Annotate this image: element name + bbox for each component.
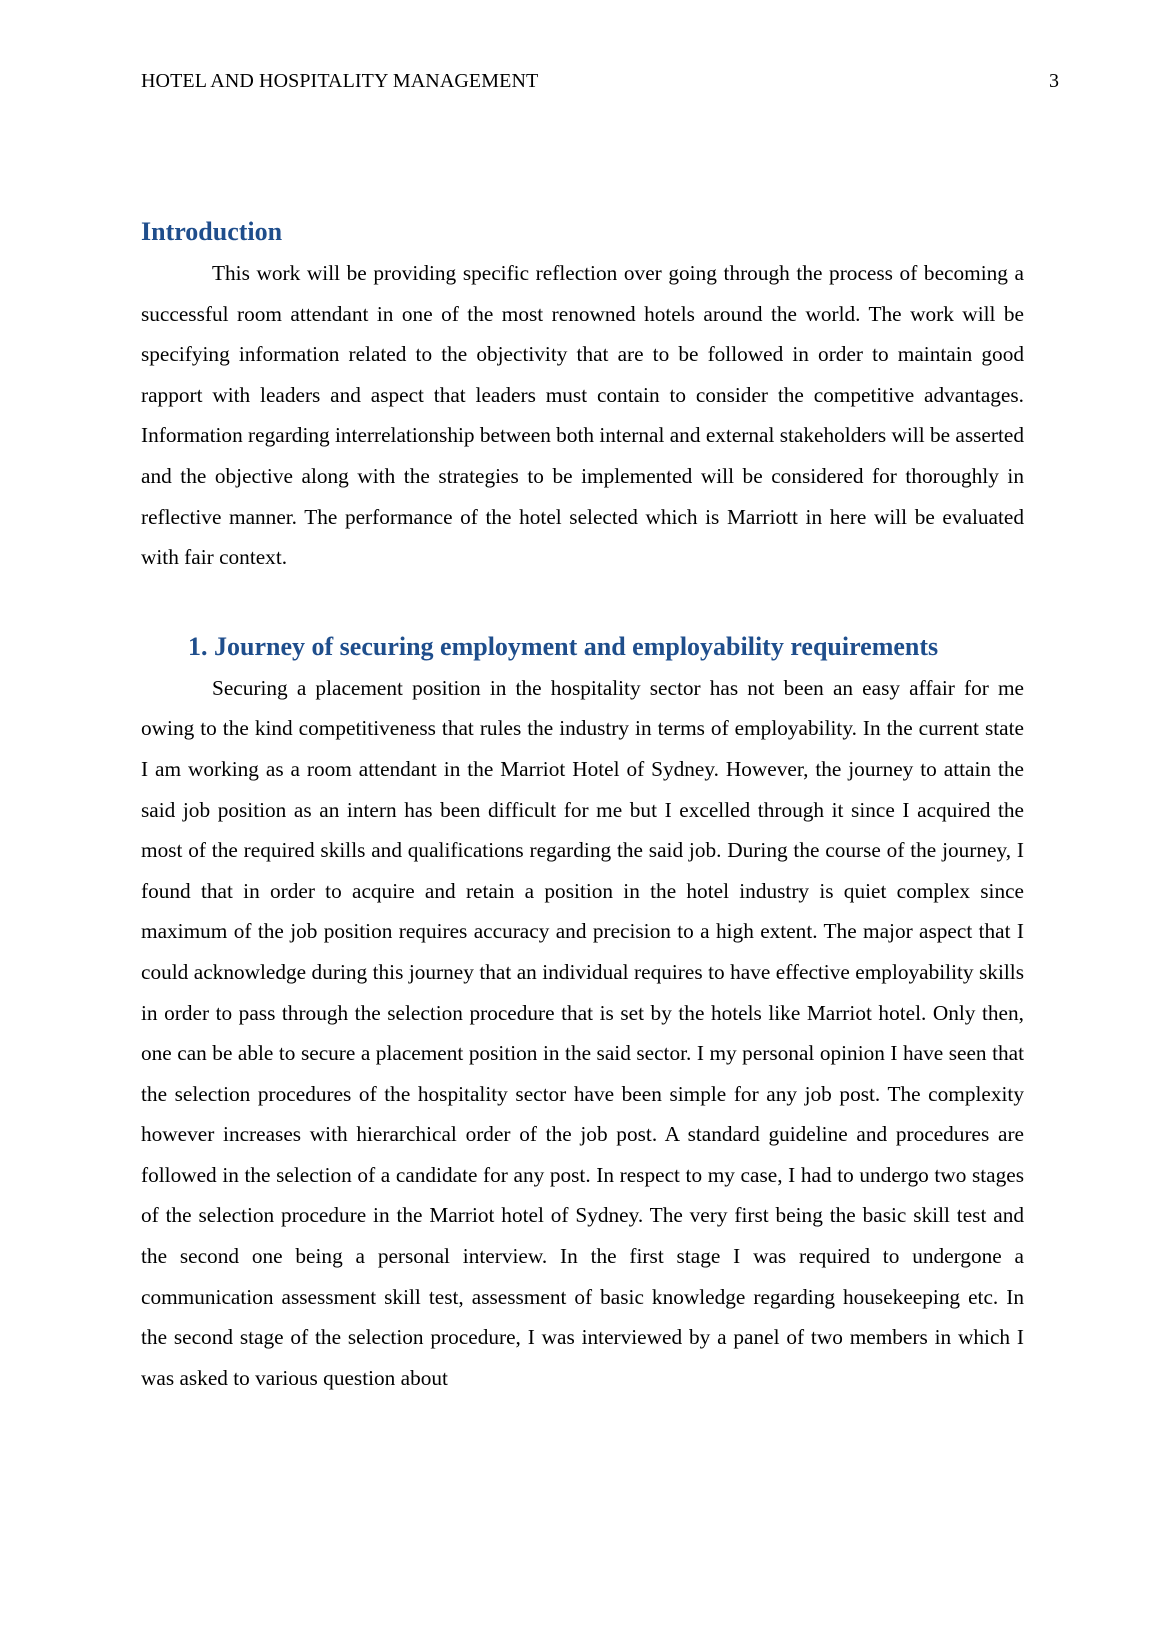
section-heading-journey: 1. Journey of securing employment and employability requirements — [188, 631, 939, 661]
section-heading-introduction: Introduction — [141, 217, 283, 246]
page-number: 3 — [1049, 70, 1059, 92]
paragraph-journey: Securing a placement position in the hospitality sector has not been an easy affair for me owing to the kind competitiveness that rules the industry in terms of employability. In the current state I am working as a room attendant in the Marriot Hotel of Sydney. However, the journey to attain the said job position as an intern has been difficult for me but I excelled through it since I acquired the most of the required skills and qualifications regarding the said job. During the course of the journey, I found that in order to acquire and retain a position in the hotel industry is quiet complex since maximum of the job position requires accuracy and precision to a high extent. The major aspect that I could acknowledge during this journey that an individual requires to have effective employability skills in order to pass through the selection procedure that is set by the hotels like Marriot hotel. Only then, one can be able to secure a placement position in the said sector. I my personal opinion I have seen that the selection procedures of the hospitality sector have been simple for any job post. The complexity however increases with hierarchical order of the job post. A standard guideline and procedures are followed in the selection of a candidate for any post. In respect to my case, I had to undergo two stages of the selection procedure in the Marriot hotel of Sydney. The very first being the basic skill test and the second one being a personal interview. In the first stage I was required to undergone a communication assessment skill test, assessment of basic knowledge regarding housekeeping etc. In the second stage of the selection procedure, I was interviewed by a panel of two members in which I was asked to various question about — [141, 675, 1024, 1390]
running-head: HOTEL AND HOSPITALITY MANAGEMENT — [141, 70, 539, 92]
document-body — [141, 215, 1024, 1398]
paragraph-introduction: This work will be providing specific reflection over going through the process of becoming a successful room attendant in one of the most renowned hotels around the world. The work will be specifying information related to the objectivity that are to be followed in order to maintain good rapport with leaders and aspect that leaders must contain to consider the competitive advantages. Information regarding interrelationship between both internal and external stakeholders will be asserted and the objective along with the strategies to be implemented will be considered for thoroughly in reflective manner. The performance of the hotel selected which is Marriott in here will be evaluated with fair context. — [141, 261, 1024, 570]
